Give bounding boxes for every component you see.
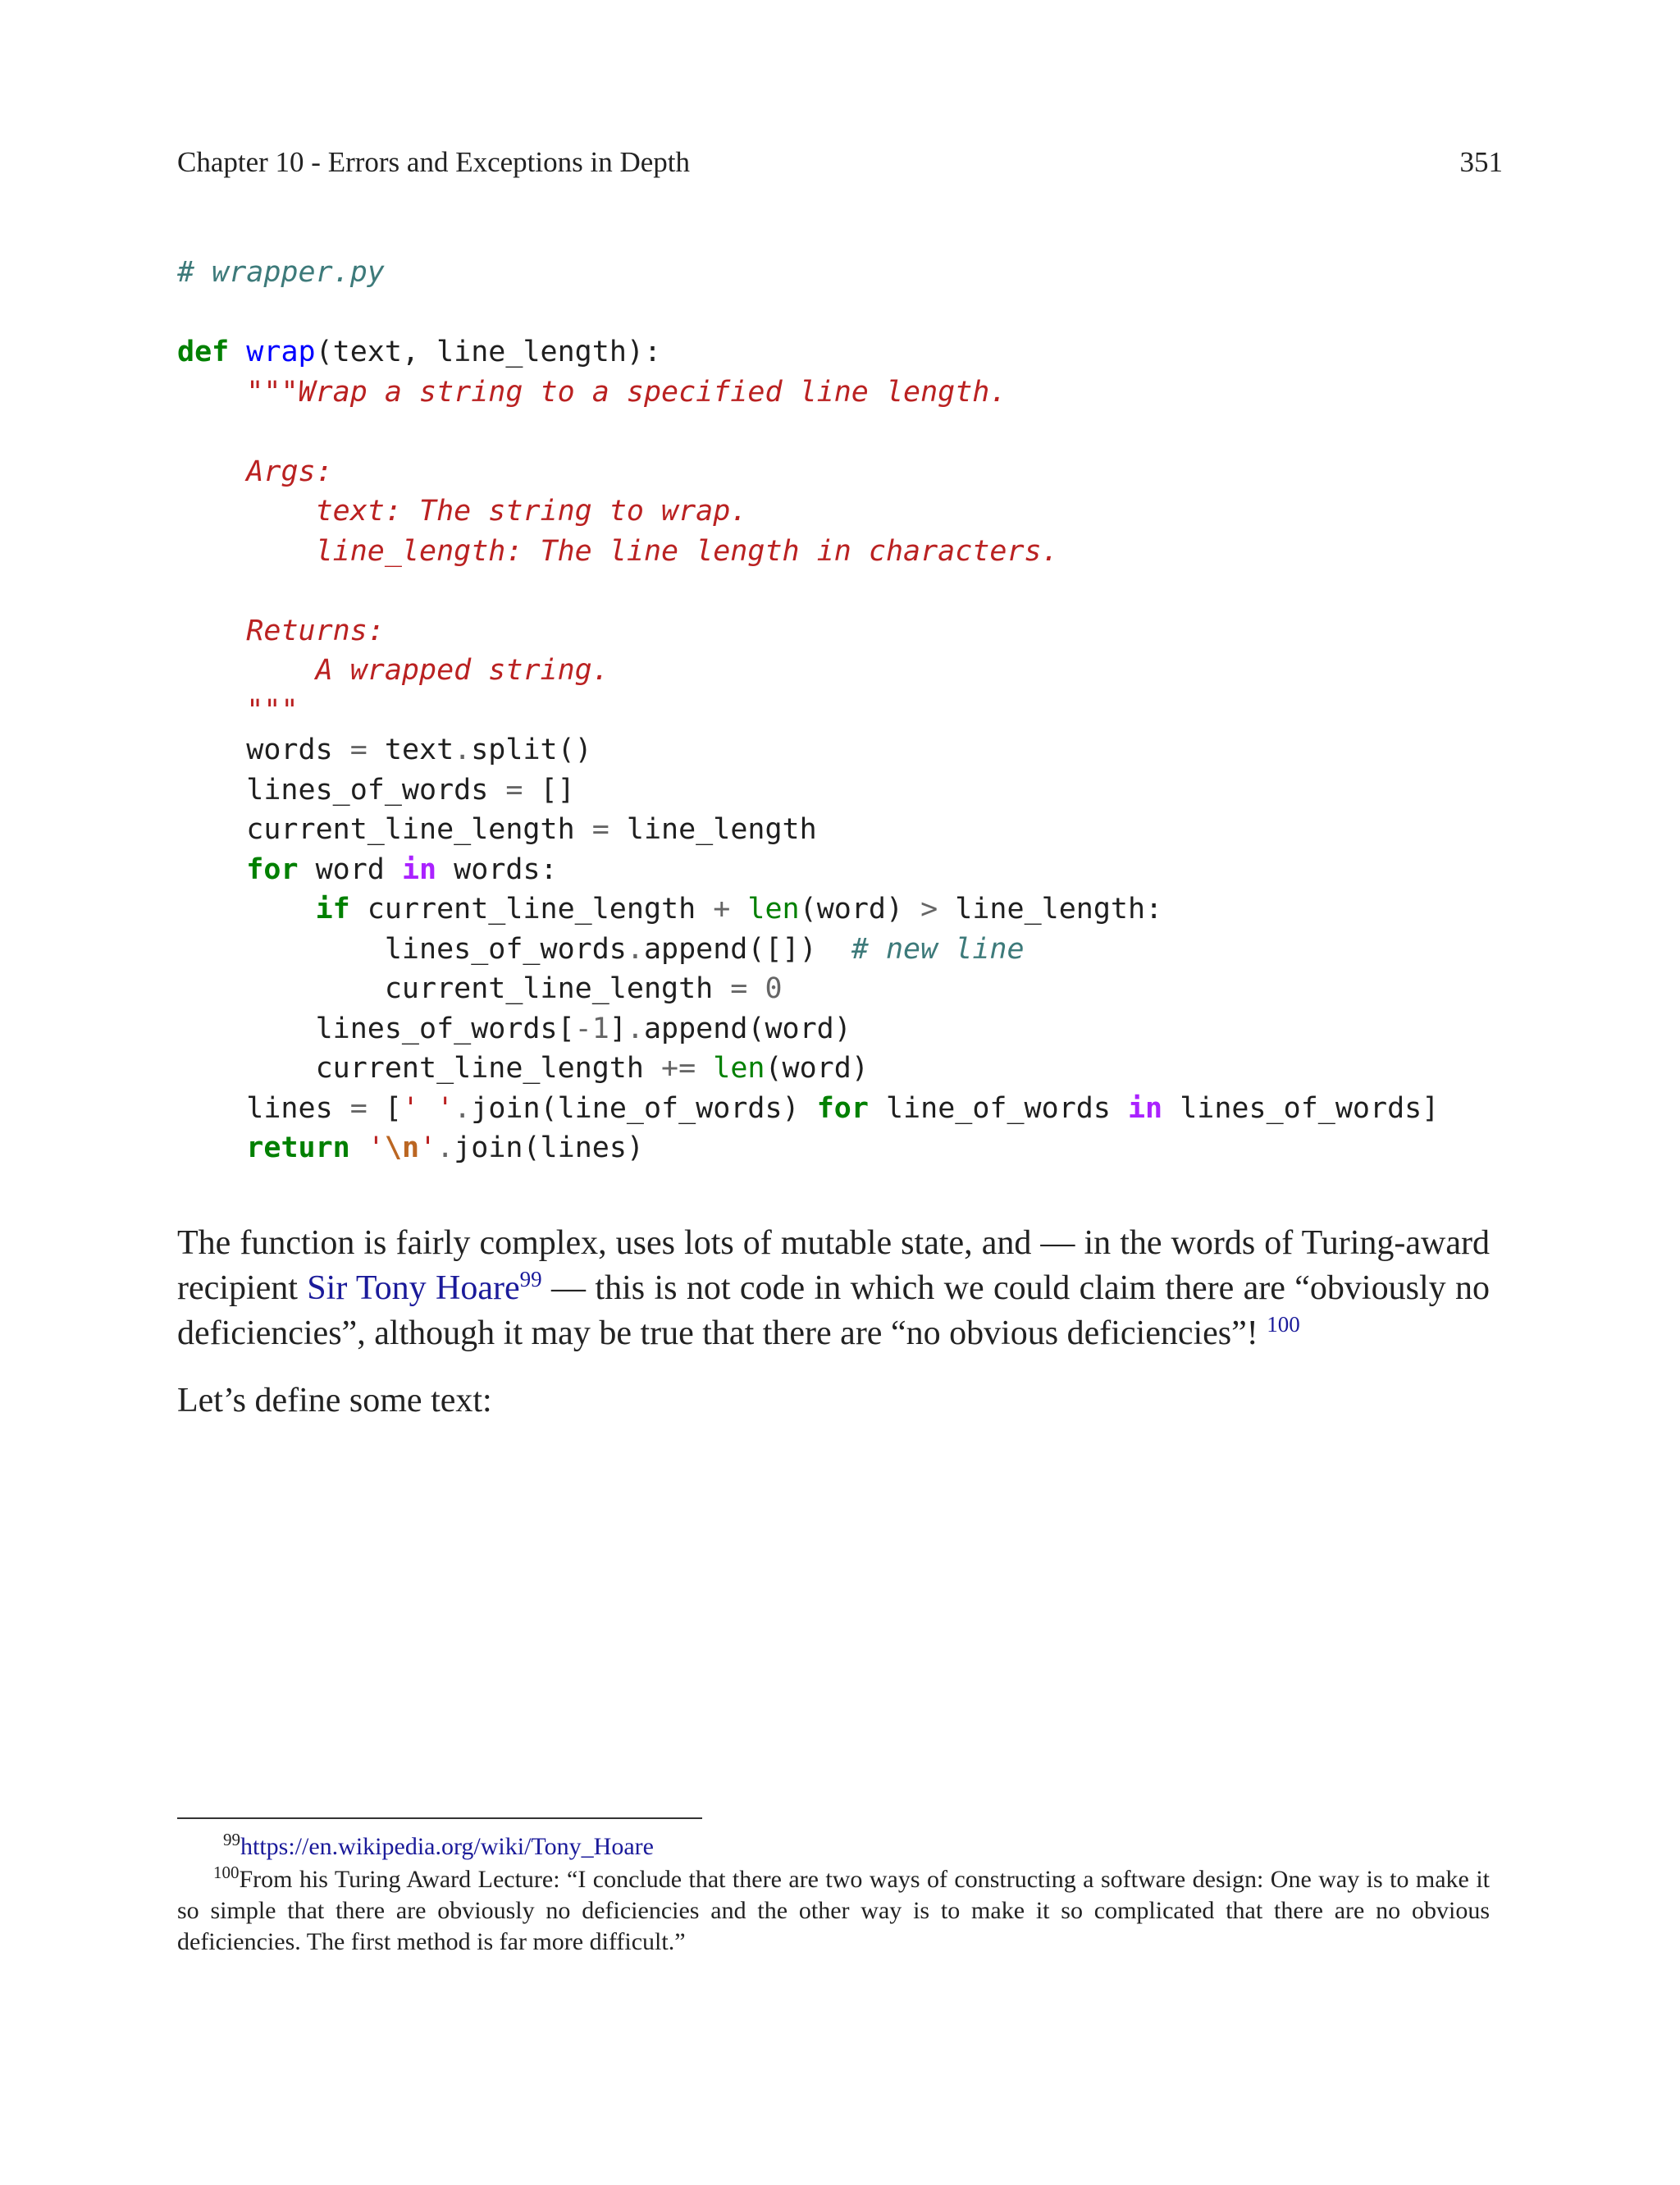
code-line: lines = [' '.join(line_of_words) for line_of_words in lines_of_words] — [177, 1091, 1440, 1125]
code-block — [177, 253, 1522, 1168]
code-line: lines_of_words.append([]) # new line — [177, 932, 1025, 966]
code-line: current_line_length += len(word) — [177, 1052, 869, 1085]
code-line — [177, 332, 1522, 373]
code-line — [177, 452, 1522, 492]
code-line: return '\n'.join(lines) — [246, 1131, 644, 1164]
code-docstring: A wrapped string. — [315, 654, 609, 687]
code-line — [177, 532, 1522, 572]
code-docstring: line_length: The line length in characters. — [315, 534, 1059, 568]
body-paragraph: Let’s define some text: — [177, 1382, 492, 1419]
code-line: lines_of_words = [] — [177, 773, 575, 807]
code-docstring: """Wrap a string to a specified line length. — [246, 375, 1007, 409]
code-keyword: def — [177, 336, 230, 368]
code-line: for word in words: — [246, 853, 558, 886]
chapter-title: Chapter 10 - Errors and Exceptions in Depth — [177, 146, 690, 178]
code-comment: # wrapper.py — [177, 256, 385, 289]
running-header — [177, 146, 1503, 189]
code-docstring: text: The string to wrap. — [315, 495, 748, 528]
footnote-divider — [177, 1817, 702, 1819]
paragraph-text: — this is not code in which we could claim there are “obviously no deficiencies”, although it may be true that there are “no obvious deficiencies”! — [177, 1269, 1490, 1352]
code-line: lines_of_words[-1].append(word) — [177, 1012, 851, 1045]
code-line — [177, 293, 1522, 333]
footnote-ref-100[interactable]: 100 — [1267, 1312, 1300, 1337]
footnote-100 — [177, 1864, 1490, 1958]
code-line: current_line_length = 0 — [177, 972, 783, 1005]
paragraph-text: The function is fairly complex, uses lots of mutable state, and — in the words of Turing-award recipient — [177, 1224, 1490, 1307]
footnote-url-link[interactable]: https://en.wikipedia.org/wiki/Tony_Hoare — [240, 1833, 654, 1860]
code-line — [177, 571, 1522, 611]
body-paragraph — [177, 1221, 1490, 1356]
code-line: current_line_length = line_length — [177, 813, 817, 846]
code-line — [177, 412, 1522, 452]
code-signature: (text, line_length): — [315, 336, 662, 368]
code-line — [177, 373, 1522, 413]
page-number: 351 — [1459, 146, 1503, 178]
code-line — [177, 691, 1522, 731]
footnote-99 — [177, 1831, 1490, 1863]
footnote-mark: 99 — [223, 1830, 240, 1849]
code-line: words = text.split() — [177, 734, 592, 766]
code-comment: # new line — [851, 932, 1025, 966]
code-docstring: Returns: — [246, 614, 385, 647]
code-line — [177, 611, 1522, 651]
footnote-mark: 100 — [213, 1863, 240, 1882]
footnote-text: From his Turing Award Lecture: “I conclude that there are two ways of constructing a software design: One way is to make it so simple that there are obviously no deficiencies and the other way is to make it so complicated that there are no obvious deficiencies. The first method is far more difficult.” — [177, 1866, 1490, 1955]
tony-hoare-link[interactable]: Sir Tony Hoare — [307, 1269, 520, 1307]
code-line — [177, 253, 1522, 293]
footnote-ref-99[interactable]: 99 — [519, 1267, 542, 1291]
code-function-name: wrap — [246, 336, 316, 368]
code-docstring: Args: — [246, 455, 333, 488]
code-docstring: """ — [246, 693, 299, 727]
code-line — [177, 491, 1522, 532]
code-line — [177, 651, 1522, 691]
code-line: if current_line_length + len(word) > line_length: — [315, 893, 1163, 926]
